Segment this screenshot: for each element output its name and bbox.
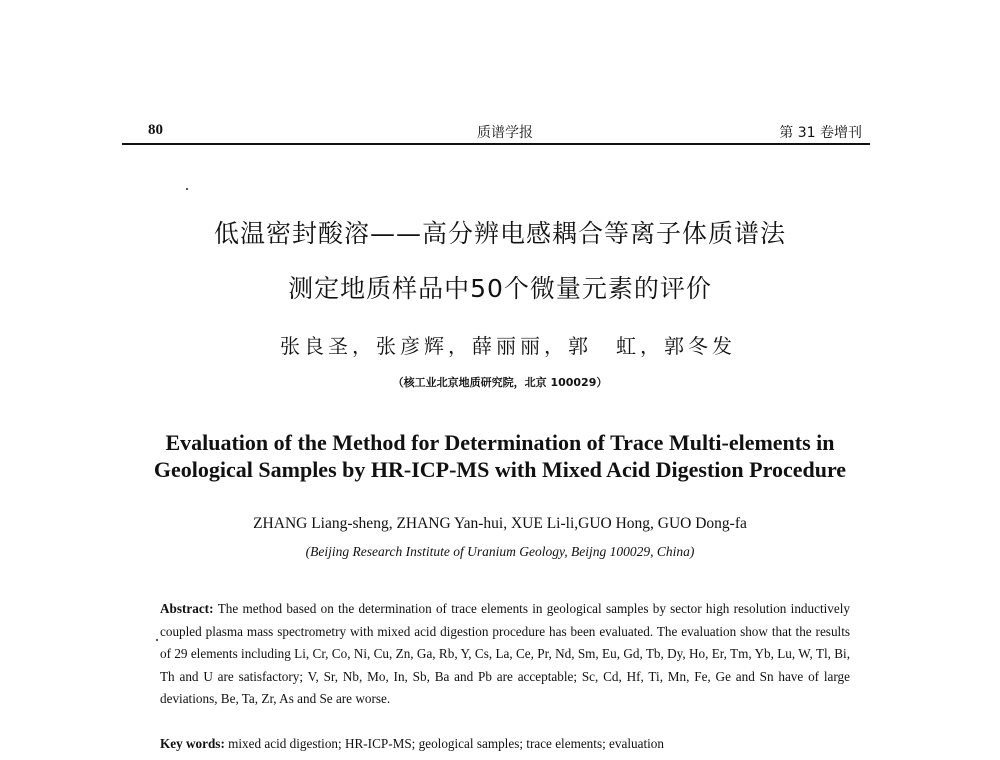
volume-info: 第 31 卷增刊 — [779, 125, 862, 141]
abstract-label: Abstract: — [160, 601, 218, 616]
page-number: 80 — [148, 122, 163, 138]
authors-cn: 张良圣，张彦辉，薛丽丽，郭 虹，郭冬发 — [280, 334, 736, 358]
affiliation-cn: （核工业北京地质研究院，北京 100029） — [392, 376, 608, 389]
keywords — [160, 733, 850, 755]
scan-speck — [156, 639, 158, 641]
header-rule — [122, 143, 870, 145]
title-cn-line-1: 低温密封酸溶——高分辨电感耦合等离子体质谱法 — [213, 219, 786, 248]
journal-name: 质谱学报 — [477, 125, 533, 141]
scan-speck — [186, 188, 188, 190]
abstract-text: The method based on the determination of trace elements in geological samples by sector high resolution inductively coupled plasma mass spectrometry with mixed acid digestion procedure has been evaluated. The evaluation show that the results of 29 elements including Li, Cr, Co, Ni, Cu, Zn, Ga, Rb, Y, Cs, La, Ce, Pr, Nd, Sm, Eu, Gd, Tb, Dy, Ho, Er, Tm, Yb, Lu, W, Tl, Bi, Th and U are satisfactory; V, Sr, Nb, Mo, In, Sb, Ba and Pb are acceptable; Sc, Cd, Hf, Ti, Mn, Fe, Ge and Sn have of large deviations, Be, Ta, Zr, As and Se are worse. — [160, 601, 850, 706]
abstract — [160, 598, 850, 711]
authors-en: ZHANG Liang-sheng, ZHANG Yan-hui, XUE Li-li,GUO Hong, GUO Dong-fa — [253, 515, 747, 532]
running-header — [122, 120, 870, 144]
keywords-text: mixed acid digestion; HR-ICP-MS; geological samples; trace elements; evaluation — [228, 736, 664, 751]
affiliation-en: (Beijing Research Institute of Uranium Geology, Beijng 100029, China) — [305, 544, 695, 559]
title-en-line-1: Evaluation of the Method for Determination of Trace Multi-elements in — [165, 430, 835, 455]
title-cn-line-2: 测定地质样品中50个微量元素的评价 — [288, 274, 712, 303]
keywords-label: Key words: — [160, 736, 229, 751]
title-en — [0, 429, 1000, 483]
title-en-line-2: Geological Samples by HR-ICP-MS with Mixed Acid Digestion Procedure — [153, 457, 847, 482]
